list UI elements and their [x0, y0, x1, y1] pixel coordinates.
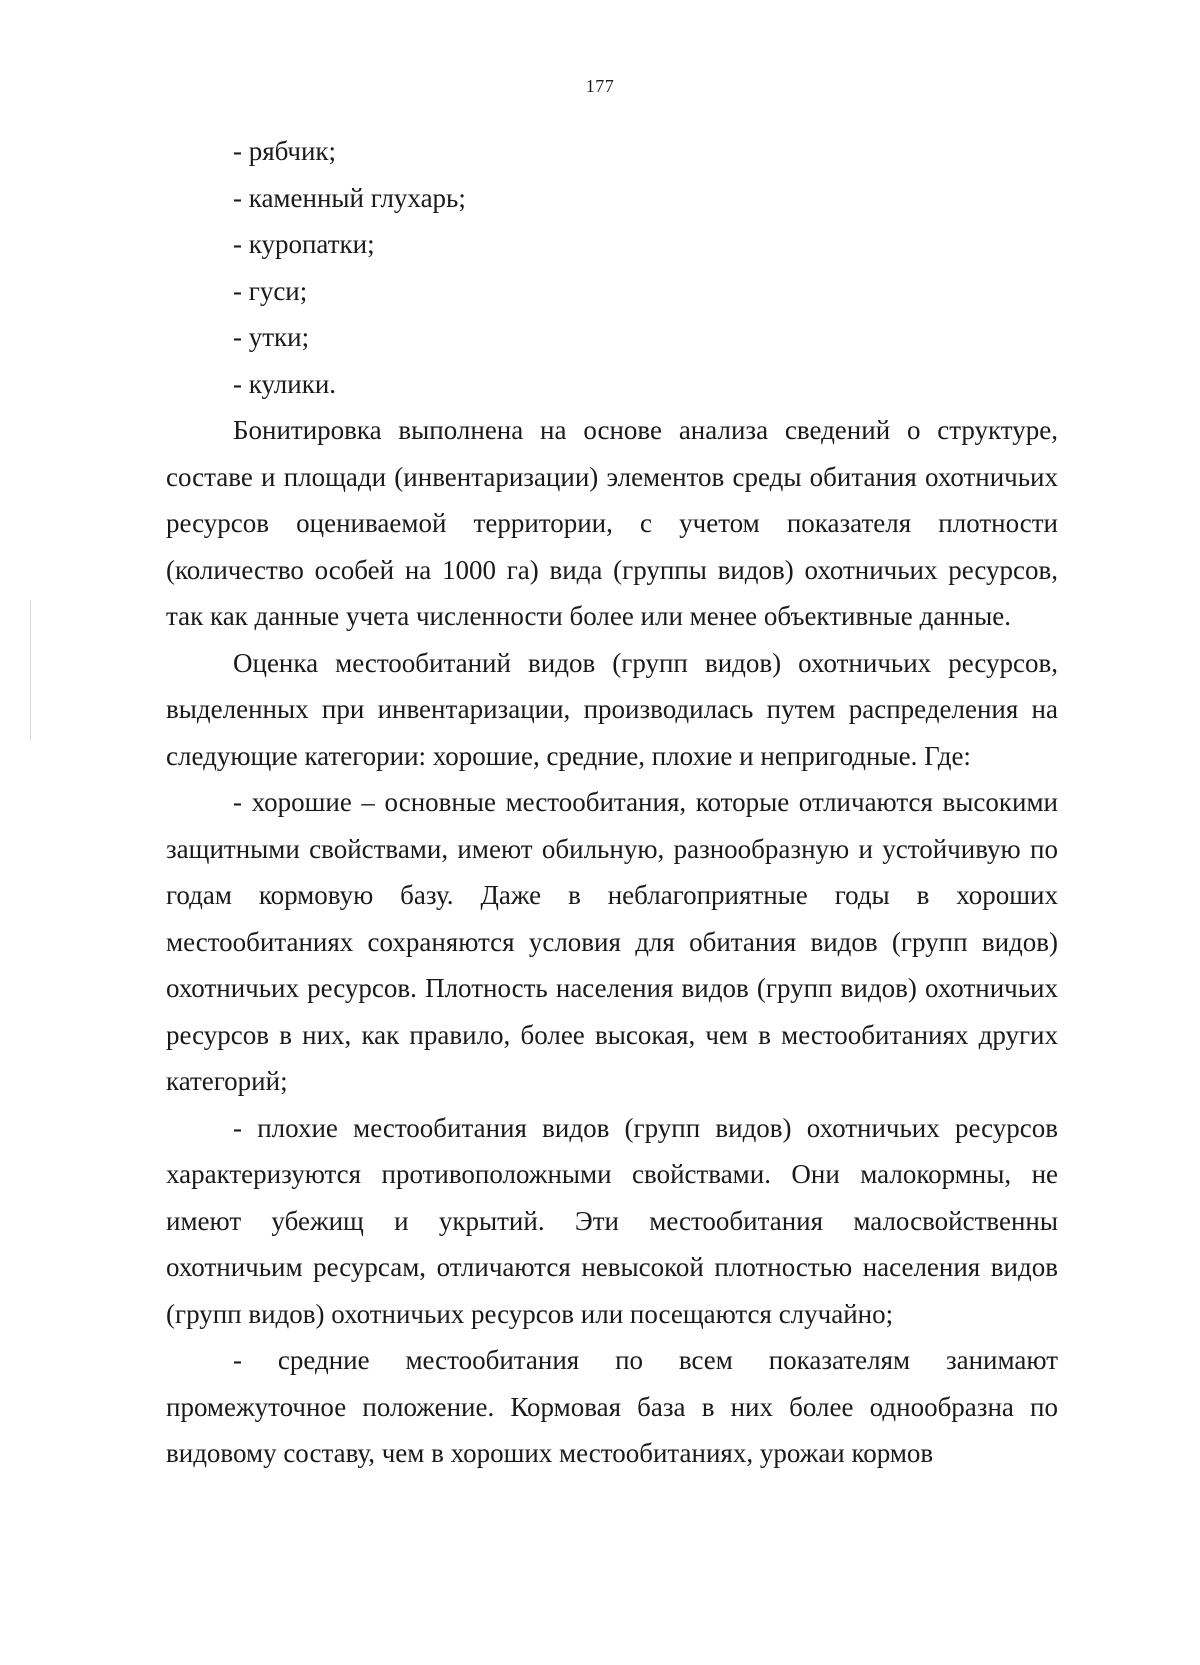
list-item: - куропатки;	[233, 229, 375, 259]
paragraph-habitat-assessment: Оценка местообитаний видов (групп видов) охотничьих ресурсов, выделенных при инвентаризации, производилась путем распределения на следующие категории: хорошие, средние, плохие и непригодные. Где:	[166, 647, 1058, 771]
scan-margin-mark	[30, 600, 31, 740]
page-body	[166, 128, 1058, 1477]
paragraph-poor-habitats: - плохие местообитания видов (групп видов) охотничьих ресурсов характеризуются противоположными свойствами. Они малокормны, не имеют убежищ и укрытий. Эти местообитания малосвойственны охотничьим ресурсам, отличаются невысокой плотностью населения видов (групп видов) охотничьих ресурсов или посещаются случайно;	[166, 1112, 1058, 1329]
page-number: 177	[585, 76, 615, 96]
list-item: - каменный глухарь;	[233, 182, 466, 213]
list-item: - утки;	[233, 322, 310, 352]
paragraph-good-habitats: - хорошие – основные местообитания, которые отличаются высокими защитными свойствами, имеют обильную, разнообразную и устойчивую по годам кормовую базу. Даже в неблагоприятные годы в хороших местообитаниях сохраняются условия для обитания видов (групп видов) охотничьих ресурсов. Плотность населения видов (групп видов) охотничьих ресурсов в них, как правило, более высокая, чем в местообитаниях других категорий;	[166, 787, 1058, 1096]
list-item: - кулики.	[233, 368, 337, 399]
paragraph-bonitirovka: Бонитировка выполнена на основе анализа сведений о структуре, составе и площади (инвентаризации) элементов среды обитания охотничьих ресурсов оцениваемой территории, с учетом показателя плотности (количество особей на 1000 га) вида (группы видов) охотничьих ресурсов, так как данные учета численности более или менее объективные данные.	[166, 415, 1058, 631]
paragraph-average-habitats: - средние местообитания по всем показателям занимают промежуточное положение. Кормовая база в них более однообразна по видовому составу, чем в хороших местообитаниях, урожаи кормов	[166, 1345, 1058, 1468]
list-item: - рябчик;	[233, 136, 337, 166]
list-item: - гуси;	[233, 275, 308, 306]
